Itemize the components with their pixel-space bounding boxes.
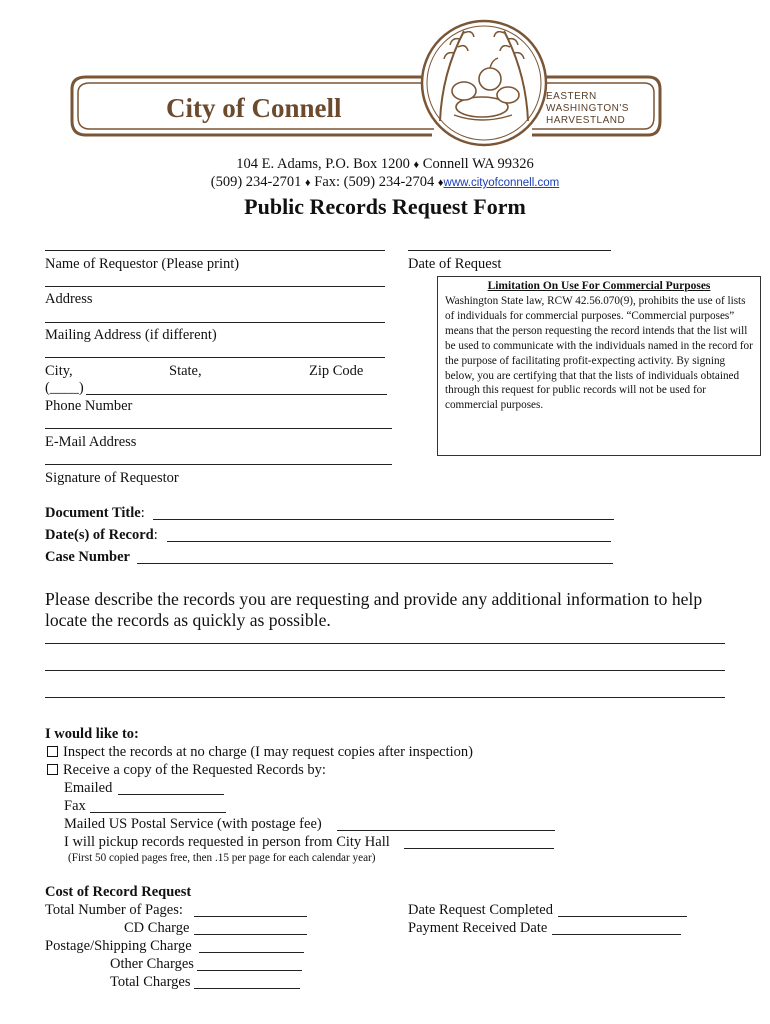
email-label: E-Mail Address: [45, 434, 137, 450]
cd-charge-label: CD Charge: [124, 920, 190, 936]
postage-charge-label: Postage/Shipping Charge: [45, 938, 192, 954]
date-completed-field[interactable]: [558, 916, 687, 917]
dates-of-record-row: Date(s) of Record:: [45, 527, 158, 543]
zip-label: Zip Code: [309, 363, 364, 379]
form-title: Public Records Request Form: [244, 194, 526, 219]
logo-tagline-line1: EASTERN: [546, 91, 597, 102]
receive-option[interactable]: [47, 762, 326, 779]
receive-checkbox[interactable]: [47, 764, 58, 775]
pickup-field[interactable]: [404, 848, 554, 849]
postage-charge-field[interactable]: [199, 952, 304, 953]
street-address: 104 E. Adams, P.O. Box 1200: [236, 156, 410, 172]
mailing-label: Mailing Address (if different): [45, 327, 217, 343]
cost-heading: Cost of Record Request: [45, 884, 192, 900]
fax-number: Fax: (509) 234-2704: [314, 174, 435, 190]
description-line-1[interactable]: [45, 643, 725, 644]
cd-charge-field[interactable]: [194, 934, 307, 935]
emailed-field[interactable]: [118, 794, 224, 795]
total-charges-label: Total Charges: [110, 974, 191, 990]
city-logo: [62, 3, 668, 151]
copy-fee-note: (First 50 copied pages free, then .15 per page for each calendar year): [68, 852, 376, 864]
email-field-line[interactable]: [45, 428, 392, 429]
total-pages-field[interactable]: [194, 916, 307, 917]
signature-label: Signature of Requestor: [45, 470, 179, 486]
logo-city-name: City of Connell: [166, 93, 342, 123]
city-state-zip: Connell WA 99326: [422, 156, 534, 172]
fax-field[interactable]: [90, 812, 226, 813]
description-line-3[interactable]: [45, 697, 725, 698]
case-number-field[interactable]: [137, 563, 613, 564]
contact-line: [0, 174, 770, 192]
payment-received-label: Payment Received Date: [408, 920, 548, 936]
name-label: Name of Requestor (Please print): [45, 256, 240, 272]
logo-tagline-line3: HARVESTLAND: [546, 115, 626, 126]
total-charges-field[interactable]: [194, 988, 300, 989]
mailed-field[interactable]: [337, 830, 555, 831]
city-state-zip-line[interactable]: [45, 357, 385, 358]
name-field-line[interactable]: [45, 250, 385, 251]
limitation-text: Washington State law, RCW 42.56.070(9), prohibits the use of lists of individuals for commercial purposes. “Commercial purposes” means that the person requesting the record intends that the list will be used to communicate with the individuals named in the record for the purpose of facilitating profit-expecting activity. By signing below, you are certifying that that the lists of individuals obtained through this request for public records will not be used for commercial purposes.: [445, 295, 753, 412]
website-link[interactable]: www.cityofconnell.com: [443, 177, 560, 189]
other-charges-label: Other Charges: [110, 956, 194, 972]
logo-tagline: [546, 91, 629, 127]
other-charges-field[interactable]: [197, 970, 302, 971]
dates-of-record-label: Date(s) of Record: [45, 527, 154, 543]
diamond-separator: ♦: [305, 177, 311, 189]
phone-label: Phone Number: [45, 398, 133, 414]
date-completed-label: Date Request Completed: [408, 902, 553, 918]
diamond-separator: ♦: [413, 159, 420, 171]
total-pages-label: Total Number of Pages:: [45, 902, 183, 918]
limitation-notice-box: [437, 276, 761, 456]
phone-field-line[interactable]: [86, 394, 387, 395]
diamond-separator: ♦: [437, 177, 444, 189]
address-field-line[interactable]: [45, 286, 385, 287]
limitation-title: Limitation On Use For Commercial Purposes: [487, 280, 711, 292]
inspect-checkbox[interactable]: [47, 746, 58, 757]
emailed-label: Emailed: [64, 780, 113, 796]
address-label: Address: [45, 291, 93, 307]
state-label: State,: [169, 363, 202, 379]
fax-label: Fax: [64, 798, 86, 814]
logo-frame-graphic: [62, 3, 668, 151]
pickup-label: I will pickup records requested in person from City Hall: [64, 834, 390, 850]
signature-field-line[interactable]: [45, 464, 392, 465]
description-line-2[interactable]: [45, 670, 725, 671]
describe-instructions: Please describe the records you are requesting and provide any additional information to help locate the records as quickly as possible.: [45, 589, 703, 630]
mailing-field-line[interactable]: [45, 322, 385, 323]
logo-tagline-line2: WASHINGTON'S: [546, 103, 629, 114]
payment-received-field[interactable]: [552, 934, 681, 935]
receive-option-label: Receive a copy of the Requested Records by:: [63, 762, 326, 778]
document-title-label: Document Title: [45, 505, 141, 521]
address-line: [0, 156, 770, 174]
date-field-line[interactable]: [408, 250, 611, 251]
document-title-row: Document Title:: [45, 505, 145, 521]
phone-prefix: (____): [45, 380, 84, 396]
dates-of-record-field[interactable]: [167, 541, 611, 542]
phone-number: (509) 234-2701: [210, 174, 302, 190]
case-number-label: Case Number: [45, 549, 130, 565]
inspect-option-label: Inspect the records at no charge (I may request copies after inspection): [63, 744, 473, 760]
document-title-field[interactable]: [153, 519, 614, 520]
options-heading: I would like to:: [45, 726, 139, 742]
city-label: City,: [45, 363, 73, 379]
mailed-label: Mailed US Postal Service (with postage fee): [64, 816, 322, 832]
inspect-option[interactable]: [47, 744, 473, 761]
date-label: Date of Request: [408, 256, 502, 272]
